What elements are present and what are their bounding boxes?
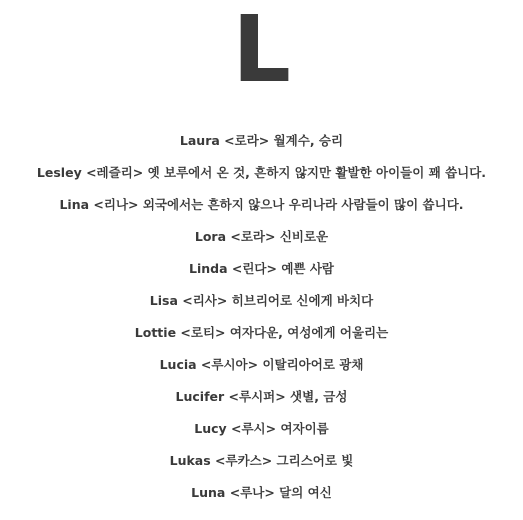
name-entry-lottie: Lottie <로티> 여자다운, 여성에게 어울리는 (134, 325, 389, 340)
letter-heading: L (232, 0, 291, 103)
name-entry-luna: Luna <루나> 달의 여신 (191, 485, 332, 500)
name-entry-lesley: Lesley <레즐리> 옛 보루에서 온 것, 흔하지 않지만 활발한 아이들이 꽤 씁니다. (36, 165, 487, 180)
name-entry-laura: Laura <로라> 월계수, 승리 (179, 133, 344, 148)
name-entry-linda: Linda <린다> 예쁜 사람 (189, 261, 334, 276)
name-entry-lora: Lora <로라> 신비로운 (194, 229, 329, 244)
name-entry-lucy: Lucy <루시> 여자이름 (194, 421, 329, 436)
name-entry-lucia: Lucia <루시아> 이탈리아어로 광채 (159, 357, 364, 372)
name-entry-lisa: Lisa <리사> 히브리어로 신에게 바치다 (149, 293, 374, 308)
name-entry-lucifer: Lucifer <루시퍼> 샛별, 금성 (175, 389, 348, 404)
name-list (0, 130, 523, 514)
name-entry-lukas: Lukas <루카스> 그리스어로 빛 (169, 453, 354, 468)
name-entry-lina: Lina <리나> 외국에서는 흔하지 않으나 우리나라 사람들이 많이 씁니다. (59, 197, 464, 212)
